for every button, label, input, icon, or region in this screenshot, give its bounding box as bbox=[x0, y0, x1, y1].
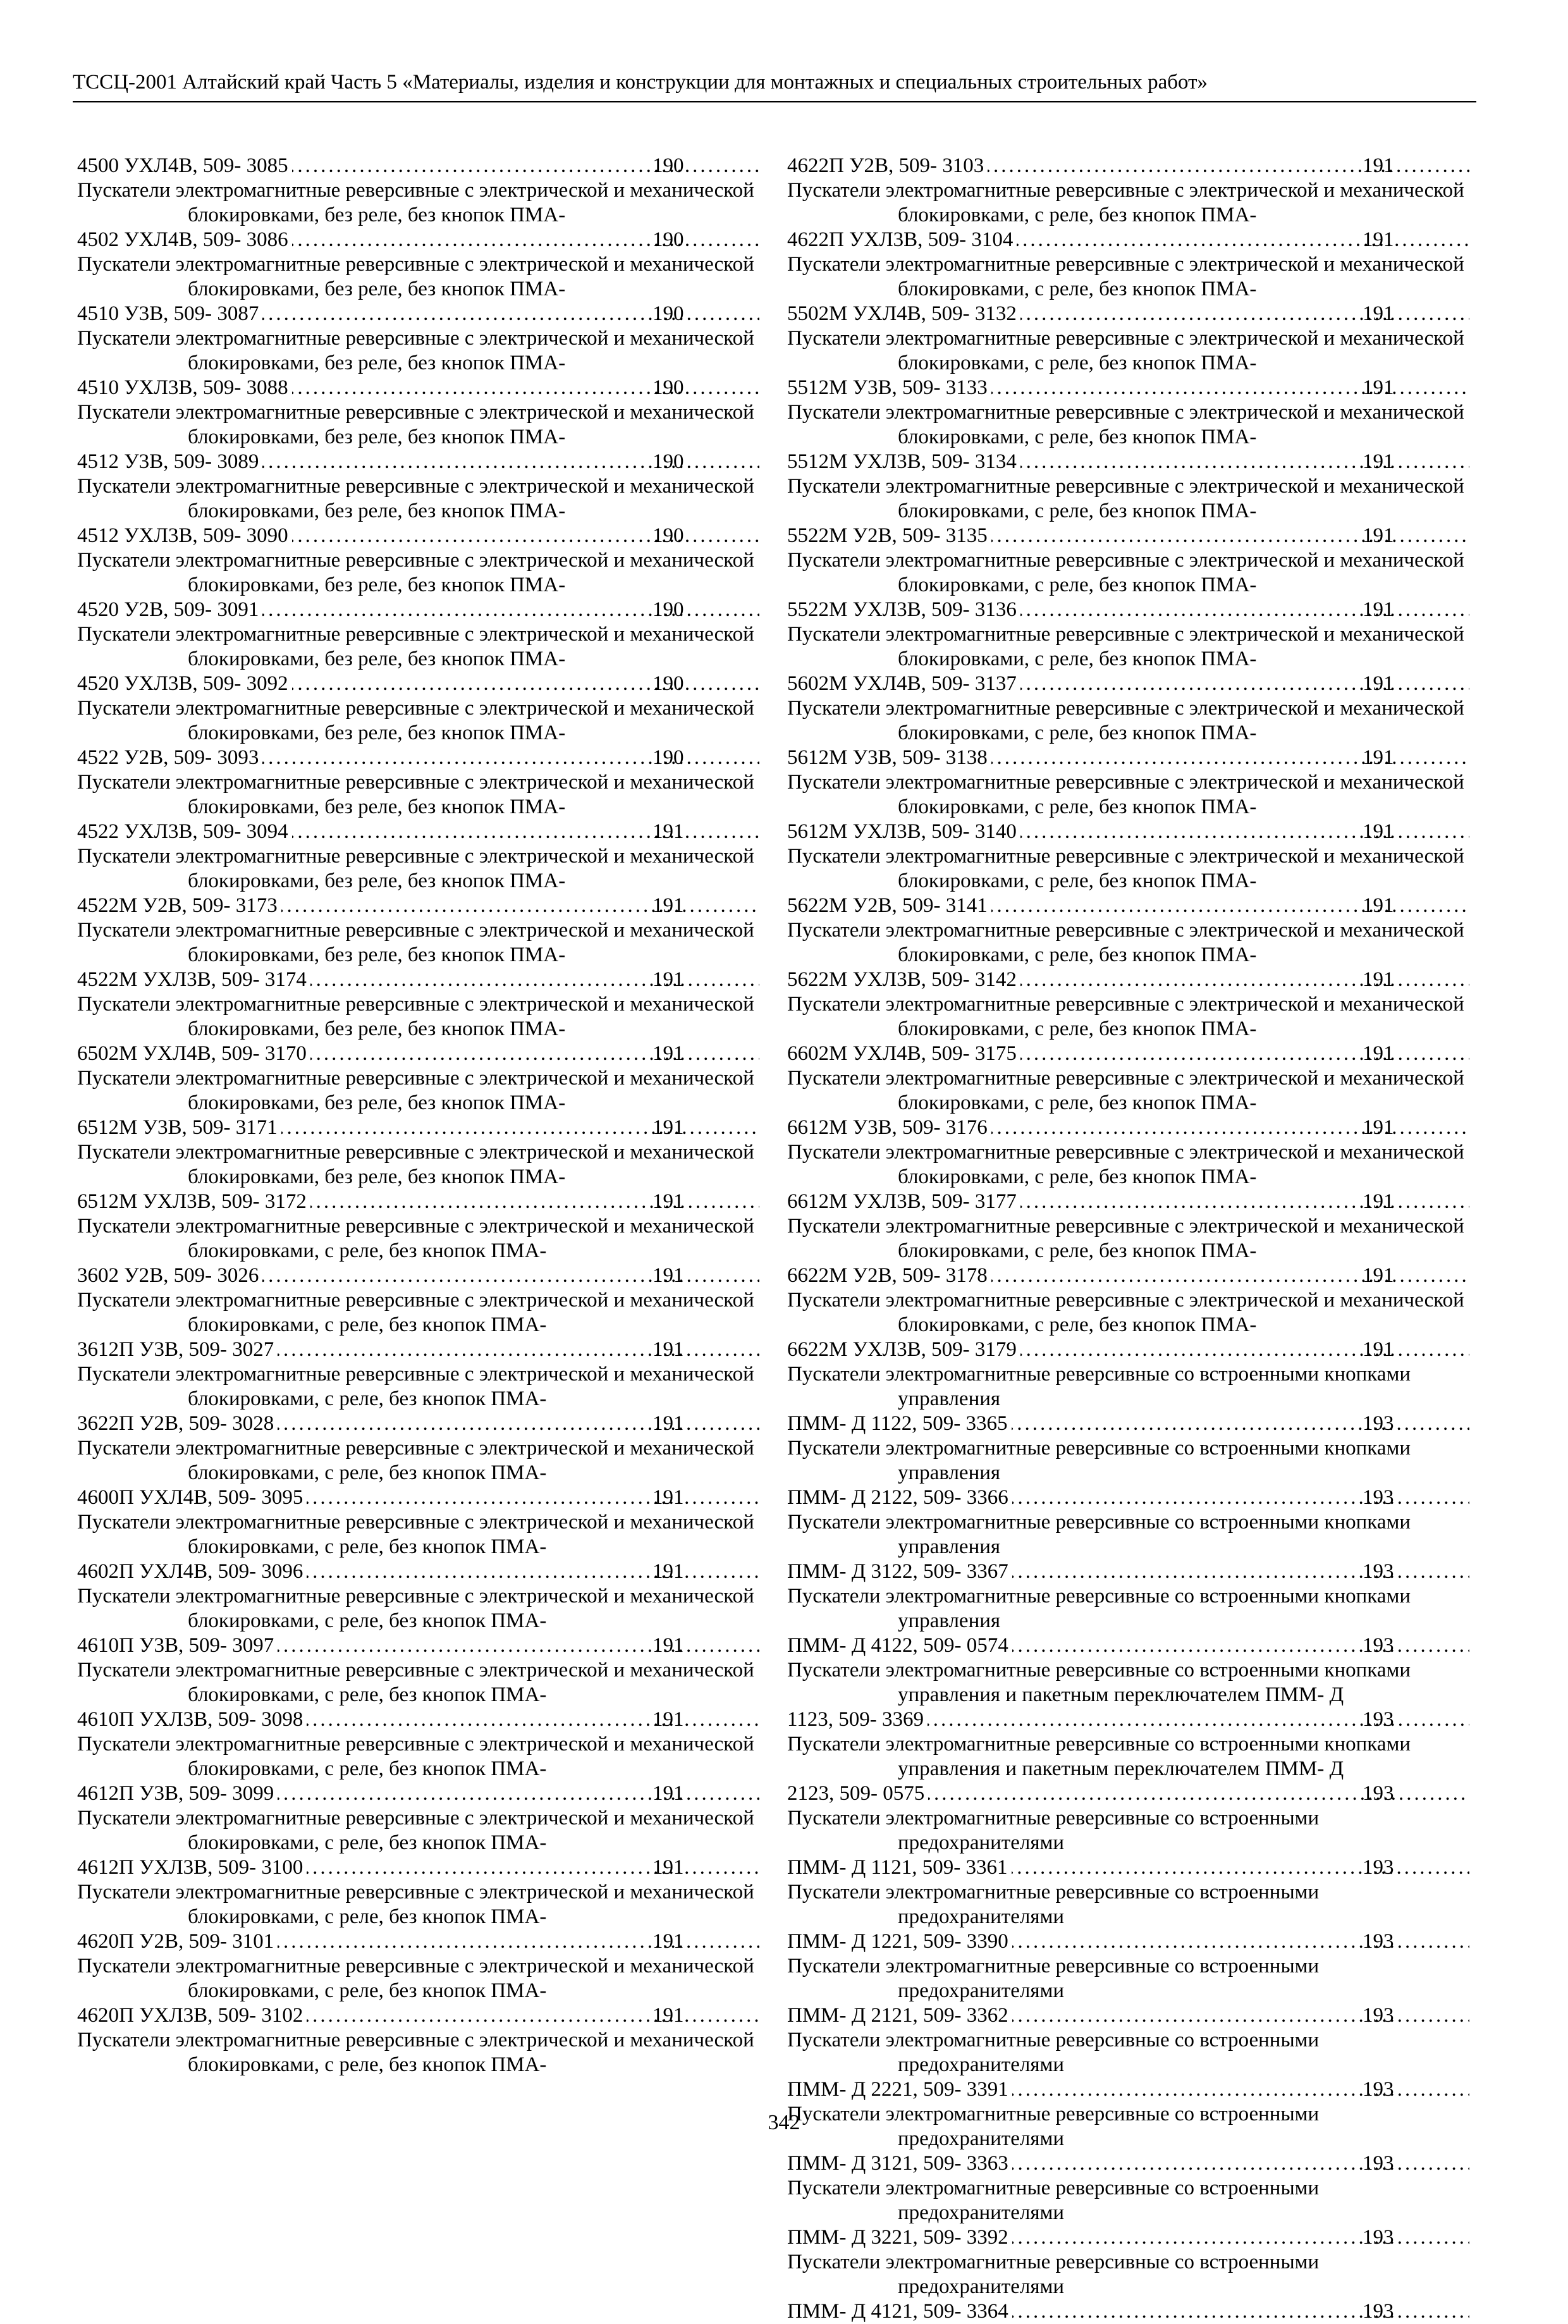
index-entry bbox=[77, 1288, 763, 1362]
index-entry bbox=[787, 918, 1473, 992]
index-entry bbox=[787, 992, 1473, 1066]
entry-description: Пускатели электромагнитные реверсивные с электрической и механической блокировками, с реле, без кнопок ПМА- bbox=[787, 993, 1464, 1040]
entry-description: Пускатели электромагнитные реверсивные с электрической и механической блокировками, с реле, без кнопок ПМА- bbox=[787, 1289, 1464, 1336]
entry-description: Пускатели электромагнитные реверсивные с электрической и механической блокировками, с реле, без кнопок ПМА- bbox=[77, 1807, 754, 1854]
index-entry bbox=[787, 2028, 1473, 2102]
entry-code: 4522М У2В, 509- 3173 bbox=[77, 894, 278, 917]
entry-description: Пускатели электромагнитные реверсивные с электрической и механической блокировками, с реле, без кнопок ПМА- bbox=[77, 1289, 754, 1336]
entry-description: Пускатели электромагнитные реверсивные с электрической и механической блокировками, с реле, без кнопок ПМА- bbox=[787, 771, 1464, 818]
entry-code: ПММ- Д 4122, 509- 0574 bbox=[787, 1634, 1008, 1657]
entry-code: 4510 У3В, 509- 3087 bbox=[77, 302, 259, 325]
dot-leader bbox=[1012, 2225, 1469, 2250]
entry-description: Пускатели электромагнитные реверсивные с электрической и механической блокировками, с реле, без кнопок ПМА- bbox=[787, 845, 1464, 892]
entry-reference-line: ПММ- Д 3122, 509- 3367 ..... 193 bbox=[898, 1559, 1473, 1584]
entry-reference-line: 4522 УХЛ3В, 509- 3094 ..... 191 bbox=[188, 820, 763, 844]
entry-reference-line: ПММ- Д 1221, 509- 3390 ..... 193 bbox=[898, 1929, 1473, 1954]
entry-description: Пускатели электромагнитные реверсивные с электрической и механической блокировками, с реле, без кнопок ПМА- bbox=[77, 1659, 754, 1706]
entry-code: ПММ- Д 1122, 509- 3365 bbox=[787, 1412, 1008, 1435]
entry-code: ПММ- Д 2121, 509- 3362 bbox=[787, 2004, 1008, 2027]
entry-code: 4522 УХЛ3В, 509- 3094 bbox=[77, 820, 288, 843]
entry-reference-line: 4520 УХЛ3В, 509- 3092 ..... 190 bbox=[188, 672, 763, 696]
index-entry bbox=[787, 770, 1473, 844]
entry-description: Пускатели электромагнитные реверсивные с электрической и механической блокировками, без реле, без кнопок ПМА- bbox=[77, 845, 754, 892]
entry-reference-line: ПММ- Д 2221, 509- 3391 ..... 193 bbox=[898, 2077, 1473, 2102]
entry-reference-line: ПММ- Д 4122, 509- 0574 ..... 193 bbox=[898, 1633, 1473, 1658]
dot-leader bbox=[278, 1633, 759, 1658]
index-entry bbox=[787, 1362, 1473, 1436]
entry-reference-line: 4500 УХЛ4В, 509- 3085 ..... 190 bbox=[188, 154, 763, 178]
index-entry bbox=[787, 622, 1473, 696]
index-entry bbox=[77, 844, 763, 918]
dot-leader bbox=[310, 968, 759, 992]
index-entry bbox=[787, 1732, 1473, 1806]
entry-description: Пускатели электромагнитные реверсивные с электрической и механической блокировками, без реле, без кнопок ПМА- bbox=[77, 697, 754, 744]
dot-leader bbox=[292, 820, 759, 844]
dot-leader bbox=[1020, 1042, 1469, 1066]
entry-description: Пускатели электромагнитные реверсивные с электрической и механической блокировками, с реле, без кнопок ПМА- bbox=[787, 919, 1464, 966]
entry-description: Пускатели электромагнитные реверсивные со встроенными кнопками управления bbox=[787, 1437, 1411, 1484]
entry-code: 6502М УХЛ4В, 509- 3170 bbox=[77, 1042, 307, 1065]
dot-leader bbox=[991, 894, 1469, 918]
entry-description: Пускатели электромагнитные реверсивные с электрической и механической блокировками, без реле, без кнопок ПМА- bbox=[77, 1141, 754, 1188]
entry-reference-line: 4512 УХЛ3В, 509- 3090 ..... 190 bbox=[188, 524, 763, 548]
dot-leader bbox=[1012, 2003, 1469, 2028]
entry-reference-line: 5502М УХЛ4В, 509- 3132 ..... 191 bbox=[898, 302, 1473, 326]
index-entry bbox=[787, 1214, 1473, 1288]
entry-description: Пускатели электромагнитные реверсивные с электрической и механической блокировками, без реле, без кнопок ПМА- bbox=[77, 623, 754, 670]
entry-code: ПММ- Д 1221, 509- 3390 bbox=[787, 1930, 1008, 1953]
entry-reference-line: 2123, 509- 0575 ..... 193 bbox=[898, 1781, 1473, 1806]
entry-reference-line: 4520 У2В, 509- 3091 ..... 190 bbox=[188, 598, 763, 622]
dot-leader bbox=[262, 1263, 759, 1288]
index-column-left bbox=[77, 154, 763, 2077]
dot-leader bbox=[307, 1559, 759, 1584]
dot-leader bbox=[1012, 1411, 1469, 1436]
entry-description: Пускатели электромагнитные реверсивные с электрической и механической блокировками, с реле, без кнопок ПМА- bbox=[787, 179, 1464, 226]
dot-leader bbox=[991, 746, 1469, 770]
entry-description: Пускатели электромагнитные реверсивные с электрической и механической блокировками, с реле, без кнопок ПМА- bbox=[77, 1585, 754, 1632]
entry-code: ПММ- Д 4121, 509- 3364 bbox=[787, 2300, 1008, 2323]
dot-leader bbox=[307, 1707, 759, 1732]
entry-reference-line: 4522 У2В, 509- 3093 ..... 190 bbox=[188, 746, 763, 770]
index-entry bbox=[77, 1214, 763, 1288]
entry-code: 4522 У2В, 509- 3093 bbox=[77, 746, 259, 769]
entry-description: Пускатели электромагнитные реверсивные с электрической и механической блокировками, без реле, без кнопок ПМА- bbox=[77, 993, 754, 1040]
entry-reference-line: 5522М У2В, 509- 3135 ..... 191 bbox=[898, 524, 1473, 548]
entry-description: Пускатели электромагнитные реверсивные с электрической и механической блокировками, без реле, без кнопок ПМА- bbox=[77, 1067, 754, 1114]
entry-code: 4622П У2В, 509- 3103 bbox=[787, 154, 984, 177]
dot-leader bbox=[292, 524, 759, 548]
entry-reference-line: 5622М УХЛ3В, 509- 3142 ..... 191 bbox=[898, 968, 1473, 992]
index-entry bbox=[77, 1584, 763, 1658]
entry-code: 4512 УХЛ3В, 509- 3090 bbox=[77, 524, 288, 547]
entry-reference-line: 4622П У2В, 509- 3103 ..... 191 bbox=[898, 154, 1473, 178]
entry-code: 3602 У2В, 509- 3026 bbox=[77, 1264, 259, 1287]
dot-leader bbox=[1012, 2299, 1469, 2324]
entry-code: ПММ- Д 3221, 509- 3392 bbox=[787, 2226, 1008, 2249]
dot-leader bbox=[1020, 598, 1469, 622]
dot-leader bbox=[991, 376, 1469, 400]
dot-leader bbox=[310, 1190, 759, 1214]
entry-code: 5502М УХЛ4В, 509- 3132 bbox=[787, 302, 1017, 325]
entry-code: 4610П У3В, 509- 3097 bbox=[77, 1634, 274, 1657]
entry-reference-line: 5512М УХЛ3В, 509- 3134 ..... 191 bbox=[898, 450, 1473, 474]
entry-code: 6512М УХЛ3В, 509- 3172 bbox=[77, 1190, 307, 1213]
entry-code: 5512М У3В, 509- 3133 bbox=[787, 376, 988, 399]
index-entry bbox=[787, 326, 1473, 400]
entry-code: 5522М УХЛ3В, 509- 3136 bbox=[787, 598, 1017, 621]
entry-reference-line: 4610П УХЛ3В, 509- 3098 ..... 191 bbox=[188, 1707, 763, 1732]
index-entry bbox=[787, 1658, 1473, 1732]
index-entry bbox=[787, 696, 1473, 770]
entry-code: 5602М УХЛ4В, 509- 3137 bbox=[787, 672, 1017, 695]
index-entry bbox=[787, 1584, 1473, 1658]
entry-reference-line: 6622М УХЛ3В, 509- 3179 ..... 191 bbox=[898, 1337, 1473, 1362]
dot-leader bbox=[262, 302, 759, 326]
dot-leader bbox=[281, 1116, 759, 1140]
entry-description: Пускатели электромагнитные реверсивные со встроенными предохранителями bbox=[787, 2029, 1320, 2076]
dot-leader bbox=[1012, 1855, 1469, 1880]
entry-reference-line: 4502 УХЛ4В, 509- 3086 ..... 190 bbox=[188, 228, 763, 252]
entry-reference-line: 5512М У3В, 509- 3133 ..... 191 bbox=[898, 376, 1473, 400]
index-entry bbox=[77, 1954, 763, 2028]
dot-leader bbox=[307, 1485, 759, 1510]
entry-code: 4620П У2В, 509- 3101 bbox=[77, 1930, 274, 1953]
entry-reference-line: ПММ- Д 2121, 509- 3362 ..... 193 bbox=[898, 2003, 1473, 2028]
dot-leader bbox=[991, 524, 1469, 548]
entry-reference-line: 6512М У3В, 509- 3171 ..... 191 bbox=[188, 1116, 763, 1140]
index-entry bbox=[77, 696, 763, 770]
entry-code: 4500 УХЛ4В, 509- 3085 bbox=[77, 154, 288, 177]
entry-description: Пускатели электромагнитные реверсивные с электрической и механической блокировками, с реле, без кнопок ПМА- bbox=[77, 1437, 754, 1484]
dot-leader bbox=[262, 746, 759, 770]
entry-reference-line: 3602 У2В, 509- 3026 ..... 191 bbox=[188, 1263, 763, 1288]
entry-reference-line: 6602М УХЛ4В, 509- 3175 ..... 191 bbox=[898, 1042, 1473, 1066]
dot-leader bbox=[1020, 1190, 1469, 1214]
entry-reference-line: 5622М У2В, 509- 3141 ..... 191 bbox=[898, 894, 1473, 918]
dot-leader bbox=[1012, 1929, 1469, 1954]
entry-description: Пускатели электромагнитные реверсивные с электрической и механической блокировками, с реле, без кнопок ПМА- bbox=[787, 549, 1464, 596]
entry-description: Пускатели электромагнитные реверсивные с электрической и механической блокировками, с реле, без кнопок ПМА- bbox=[787, 253, 1464, 300]
entry-code: 4510 УХЛ3В, 509- 3088 bbox=[77, 376, 288, 399]
dot-leader bbox=[292, 376, 759, 400]
entry-description: Пускатели электромагнитные реверсивные с электрической и механической блокировками, с реле, без кнопок ПМА- bbox=[787, 623, 1464, 670]
entry-code: 6622М УХЛ3В, 509- 3179 bbox=[787, 1338, 1017, 1361]
entry-description: Пускатели электромагнитные реверсивные со встроенными предохранителями bbox=[787, 2251, 1320, 2298]
dot-leader bbox=[278, 1929, 759, 1954]
entry-reference-line: 6612М У3В, 509- 3176 ..... 191 bbox=[898, 1116, 1473, 1140]
entry-description: Пускатели электромагнитные реверсивные со встроенными кнопками управления bbox=[787, 1511, 1411, 1558]
index-column-right bbox=[787, 154, 1473, 2324]
index-entry bbox=[787, 400, 1473, 474]
index-entry bbox=[787, 844, 1473, 918]
entry-description: Пускатели электромагнитные реверсивные с электрической и механической блокировками, с реле, без кнопок ПМА- bbox=[77, 2029, 754, 2076]
entry-description: Пускатели электромагнитные реверсивные со встроенными предохранителями bbox=[787, 1955, 1320, 2002]
entry-code: ПММ- Д 3121, 509- 3363 bbox=[787, 2152, 1008, 2175]
entry-description: Пускатели электромагнитные реверсивные с электрической и механической блокировками, без реле, без кнопок ПМА- bbox=[77, 327, 754, 374]
entry-code: 1123, 509- 3369 bbox=[787, 1708, 924, 1731]
index-entry bbox=[77, 1140, 763, 1214]
entry-reference-line: 5522М УХЛ3В, 509- 3136 ..... 191 bbox=[898, 598, 1473, 622]
dot-leader bbox=[1012, 2151, 1469, 2176]
dot-leader bbox=[292, 672, 759, 696]
entry-description: Пускатели электромагнитные реверсивные с электрической и механической блокировками, с реле, без кнопок ПМА- bbox=[787, 697, 1464, 744]
index-entry bbox=[77, 622, 763, 696]
entry-reference-line: 4612П УХЛ3В, 509- 3100 ..... 191 bbox=[188, 1855, 763, 1880]
entry-description: Пускатели электромагнитные реверсивные с электрической и механической блокировками, без реле, без кнопок ПМА- bbox=[77, 253, 754, 300]
entry-description: Пускатели электромагнитные реверсивные с электрической и механической блокировками, без реле, без кнопок ПМА- bbox=[77, 179, 754, 226]
dot-leader bbox=[1020, 1337, 1469, 1362]
index-entry bbox=[787, 1288, 1473, 1362]
index-entry bbox=[787, 252, 1473, 326]
entry-code: 6512М У3В, 509- 3171 bbox=[77, 1116, 278, 1139]
entry-code: 3622П У2В, 509- 3028 bbox=[77, 1412, 274, 1435]
entry-code: 3612П У3В, 509- 3027 bbox=[77, 1338, 274, 1361]
page-header: ТССЦ-2001 Алтайский край Часть 5 «Материалы, изделия и конструкции для монтажных и специальных строительных работ» bbox=[73, 71, 1208, 94]
index-entry bbox=[77, 400, 763, 474]
dot-leader bbox=[1012, 1559, 1469, 1584]
entry-reference-line: 4600П УХЛ4В, 509- 3095 ..... 191 bbox=[188, 1485, 763, 1510]
index-entry bbox=[77, 992, 763, 1066]
index-entry bbox=[77, 1806, 763, 1880]
entry-description: Пускатели электромагнитные реверсивные с электрической и механической блокировками, с реле, без кнопок ПМА- bbox=[787, 327, 1464, 374]
entry-code: 6612М УХЛ3В, 509- 3177 bbox=[787, 1190, 1017, 1213]
entry-description: Пускатели электромагнитные реверсивные со встроенными предохранителями bbox=[787, 2177, 1320, 2224]
entry-code: 5522М У2В, 509- 3135 bbox=[787, 524, 988, 547]
index-entry bbox=[787, 474, 1473, 548]
entry-description: Пускатели электромагнитные реверсивные с электрической и механической блокировками, без реле, без кнопок ПМА- bbox=[77, 475, 754, 522]
dot-leader bbox=[262, 450, 759, 474]
entry-reference-line: 3612П У3В, 509- 3027 ..... 191 bbox=[188, 1337, 763, 1362]
entry-description: Пускатели электромагнитные реверсивные с электрической и механической блокировками, с реле, без кнопок ПМА- bbox=[787, 1067, 1464, 1114]
entry-reference-line: ПММ- Д 2122, 509- 3366 ..... 193 bbox=[898, 1485, 1473, 1510]
entry-code: 5622М У2В, 509- 3141 bbox=[787, 894, 988, 917]
entry-description: Пускатели электромагнитные реверсивные со встроенными кнопками управления bbox=[787, 1585, 1411, 1632]
entry-description: Пускатели электромагнитные реверсивные с электрической и механической блокировками, с реле, без кнопок ПМА- bbox=[77, 1881, 754, 1928]
entry-code: 4602П УХЛ4В, 509- 3096 bbox=[77, 1560, 303, 1583]
entry-reference-line: 6612М УХЛ3В, 509- 3177 ..... 191 bbox=[898, 1190, 1473, 1214]
entry-reference-line: 4522М У2В, 509- 3173 ..... 191 bbox=[188, 894, 763, 918]
entry-code: ПММ- Д 1121, 509- 3361 bbox=[787, 1856, 1008, 1879]
dot-leader bbox=[991, 1263, 1469, 1288]
entry-reference-line: ПММ- Д 1122, 509- 3365 ..... 193 bbox=[898, 1411, 1473, 1436]
entry-reference-line: 4620П У2В, 509- 3101 ..... 191 bbox=[188, 1929, 763, 1954]
dot-leader bbox=[991, 1116, 1469, 1140]
entry-description: Пускатели электромагнитные реверсивные со встроенными предохранителями bbox=[787, 1807, 1320, 1854]
index-entry bbox=[787, 1880, 1473, 1954]
entry-code: 5612М УХЛ3В, 509- 3140 bbox=[787, 820, 1017, 843]
entry-reference-line: 6512М УХЛ3В, 509- 3172 ..... 191 bbox=[188, 1190, 763, 1214]
dot-leader bbox=[307, 1855, 759, 1880]
entry-code: 4520 У2В, 509- 3091 bbox=[77, 598, 259, 621]
entry-reference-line: ПММ- Д 3221, 509- 3392 ..... 193 bbox=[898, 2225, 1473, 2250]
entry-reference-line: 5612М У3В, 509- 3138 ..... 191 bbox=[898, 746, 1473, 770]
dot-leader bbox=[1020, 302, 1469, 326]
dot-leader bbox=[310, 1042, 759, 1066]
dot-leader bbox=[1017, 228, 1469, 252]
entry-code: ПММ- Д 2122, 509- 3366 bbox=[787, 1486, 1008, 1509]
index-entry bbox=[77, 178, 763, 252]
entry-code: 6612М У3В, 509- 3176 bbox=[787, 1116, 988, 1139]
entry-description: Пускатели электромагнитные реверсивные с электрической и механической блокировками, с реле, без кнопок ПМА- bbox=[77, 1733, 754, 1780]
index-entry bbox=[77, 474, 763, 548]
index-entry bbox=[787, 178, 1473, 252]
entry-reference-line: 4620П УХЛ3В, 509- 3102 ..... 191 bbox=[188, 2003, 763, 2028]
entry-description: Пускатели электромагнитные реверсивные с электрической и механической блокировками, с реле, без кнопок ПМА- bbox=[787, 475, 1464, 522]
index-entry bbox=[787, 548, 1473, 622]
entry-reference-line: 4510 УХЛ3В, 509- 3088 ..... 190 bbox=[188, 376, 763, 400]
entry-description: Пускатели электромагнитные реверсивные с электрической и механической блокировками, без реле, без кнопок ПМА- bbox=[77, 549, 754, 596]
entry-code: 4622П УХЛ3В, 509- 3104 bbox=[787, 228, 1014, 251]
dot-leader bbox=[292, 154, 759, 178]
index-entry bbox=[77, 918, 763, 992]
index-entry bbox=[77, 326, 763, 400]
entry-reference-line: 5612М УХЛ3В, 509- 3140 ..... 191 bbox=[898, 820, 1473, 844]
entry-reference-line: 1123, 509- 3369 ..... 193 bbox=[898, 1707, 1473, 1732]
entry-reference-line: 4522М УХЛ3В, 509- 3174 ..... 191 bbox=[188, 968, 763, 992]
index-entry bbox=[787, 2176, 1473, 2250]
dot-leader bbox=[278, 1337, 759, 1362]
entry-description: Пускатели электромагнитные реверсивные с электрической и механической блокировками, с реле, без кнопок ПМА- bbox=[77, 1215, 754, 1262]
index-entry bbox=[77, 770, 763, 844]
entry-description: Пускатели электромагнитные реверсивные со встроенными предохранителями bbox=[787, 2103, 1320, 2150]
entry-code: 5612М У3В, 509- 3138 bbox=[787, 746, 988, 769]
entry-reference-line: ПММ- Д 4121, 509- 3364 ..... 193 bbox=[898, 2299, 1473, 2324]
index-entry bbox=[787, 2250, 1473, 2324]
entry-reference-line: 6502М УХЛ4В, 509- 3170 ..... 191 bbox=[188, 1042, 763, 1066]
index-entry bbox=[77, 1658, 763, 1732]
entry-code: 4610П УХЛ3В, 509- 3098 bbox=[77, 1708, 303, 1731]
index-entry bbox=[787, 1510, 1473, 1584]
dot-leader bbox=[281, 894, 759, 918]
index-entry bbox=[77, 1510, 763, 1584]
dot-leader bbox=[1020, 672, 1469, 696]
entry-code: 6602М УХЛ4В, 509- 3175 bbox=[787, 1042, 1017, 1065]
entry-reference-line: 4610П У3В, 509- 3097 ..... 191 bbox=[188, 1633, 763, 1658]
dot-leader bbox=[278, 1781, 759, 1806]
dot-leader bbox=[1012, 1633, 1469, 1658]
index-entry bbox=[77, 252, 763, 326]
entry-reference-line: 4602П УХЛ4В, 509- 3096 ..... 191 bbox=[188, 1559, 763, 1584]
dot-leader bbox=[292, 228, 759, 252]
entry-code: ПММ- Д 3122, 509- 3367 bbox=[787, 1560, 1008, 1583]
entry-code: 4502 УХЛ4В, 509- 3086 bbox=[77, 228, 288, 251]
entry-description: Пускатели электромагнитные реверсивные со встроенными кнопками управления и пакетным переключателем ПММ- Д bbox=[787, 1733, 1411, 1780]
entry-code: 4620П УХЛ3В, 509- 3102 bbox=[77, 2004, 303, 2027]
dot-leader bbox=[1020, 968, 1469, 992]
dot-leader bbox=[278, 1411, 759, 1436]
index-entry bbox=[77, 1436, 763, 1510]
entry-reference-line: 4512 У3В, 509- 3089 ..... 190 bbox=[188, 450, 763, 474]
entry-description: Пускатели электромагнитные реверсивные с электрической и механической блокировками, без реле, без кнопок ПМА- bbox=[77, 771, 754, 818]
index-entry bbox=[787, 154, 1473, 178]
entry-code: 6622М У2В, 509- 3178 bbox=[787, 1264, 988, 1287]
entry-code: 2123, 509- 0575 bbox=[787, 1782, 925, 1805]
index-entry bbox=[77, 1880, 763, 1954]
entry-reference-line: 4612П У3В, 509- 3099 ..... 191 bbox=[188, 1781, 763, 1806]
entry-description: Пускатели электромагнитные реверсивные с электрической и механической блокировками, без реле, без кнопок ПМА- bbox=[77, 401, 754, 448]
entry-reference-line: ПММ- Д 1121, 509- 3361 ..... 193 bbox=[898, 1855, 1473, 1880]
dot-leader bbox=[1020, 820, 1469, 844]
index-entry bbox=[77, 548, 763, 622]
entry-code: ПММ- Д 2221, 509- 3391 bbox=[787, 2078, 1008, 2101]
dot-leader bbox=[1012, 1485, 1469, 1510]
entry-reference-line: 4622П УХЛ3В, 509- 3104 ..... 191 bbox=[898, 228, 1473, 252]
entry-description: Пускатели электромагнитные реверсивные со встроенными кнопками управления bbox=[787, 1363, 1411, 1410]
entry-description: Пускатели электромагнитные реверсивные с электрической и механической блокировками, с реле, без кнопок ПМА- bbox=[77, 1955, 754, 2002]
entry-reference-line: ПММ- Д 3121, 509- 3363 ..... 193 bbox=[898, 2151, 1473, 2176]
entry-code: 4512 У3В, 509- 3089 bbox=[77, 450, 259, 473]
dot-leader bbox=[1012, 2077, 1469, 2102]
entry-description: Пускатели электромагнитные реверсивные с электрической и механической блокировками, с реле, без кнопок ПМА- bbox=[787, 1141, 1464, 1188]
entry-code: 4520 УХЛ3В, 509- 3092 bbox=[77, 672, 288, 695]
entry-description: Пускатели электромагнитные реверсивные с электрической и механической блокировками, с реле, без кнопок ПМА- bbox=[77, 1511, 754, 1558]
entry-description: Пускатели электромагнитные реверсивные с электрической и механической блокировками, без реле, без кнопок ПМА- bbox=[77, 919, 754, 966]
entry-code: 4612П У3В, 509- 3099 bbox=[77, 1782, 274, 1805]
dot-leader bbox=[1020, 450, 1469, 474]
index-entry bbox=[787, 1436, 1473, 1510]
index-entry bbox=[77, 1066, 763, 1140]
index-entry bbox=[787, 1066, 1473, 1140]
entry-code: 4522М УХЛ3В, 509- 3174 bbox=[77, 968, 307, 991]
index-entry bbox=[787, 1954, 1473, 2028]
index-entry bbox=[787, 1806, 1473, 1880]
entry-code: 5622М УХЛ3В, 509- 3142 bbox=[787, 968, 1017, 991]
entry-reference-line: 6622М У2В, 509- 3178 ..... 191 bbox=[898, 1263, 1473, 1288]
dot-leader bbox=[307, 2003, 759, 2028]
entry-description: Пускатели электромагнитные реверсивные со встроенными предохранителями bbox=[787, 1881, 1320, 1928]
entry-code: 5512М УХЛ3В, 509- 3134 bbox=[787, 450, 1017, 473]
entry-description: Пускатели электромагнитные реверсивные с электрической и механической блокировками, с реле, без кнопок ПМА- bbox=[787, 1215, 1464, 1262]
index-entry bbox=[77, 2028, 763, 2077]
index-entry bbox=[787, 1140, 1473, 1214]
entry-description: Пускатели электромагнитные реверсивные со встроенными кнопками управления и пакетным переключателем ПММ- Д bbox=[787, 1659, 1411, 1706]
dot-leader bbox=[988, 154, 1469, 178]
entry-reference-line: 5602М УХЛ4В, 509- 3137 ..... 191 bbox=[898, 672, 1473, 696]
dot-leader bbox=[262, 598, 759, 622]
entry-description: Пускатели электромагнитные реверсивные с электрической и механической блокировками, с реле, без кнопок ПМА- bbox=[77, 1363, 754, 1410]
index-entry bbox=[77, 1362, 763, 1436]
header-rule bbox=[73, 101, 1476, 102]
index-entry bbox=[77, 154, 763, 178]
page-number: 342 bbox=[768, 2111, 800, 2134]
entry-code: 4612П УХЛ3В, 509- 3100 bbox=[77, 1856, 303, 1879]
index-entry bbox=[77, 1732, 763, 1806]
entry-code: 4600П УХЛ4В, 509- 3095 bbox=[77, 1486, 303, 1509]
entry-description: Пускатели электромагнитные реверсивные с электрической и механической блокировками, с реле, без кнопок ПМА- bbox=[787, 401, 1464, 448]
entry-reference-line: 4510 У3В, 509- 3087 ..... 190 bbox=[188, 302, 763, 326]
entry-reference-line: 3622П У2В, 509- 3028 ..... 191 bbox=[188, 1411, 763, 1436]
